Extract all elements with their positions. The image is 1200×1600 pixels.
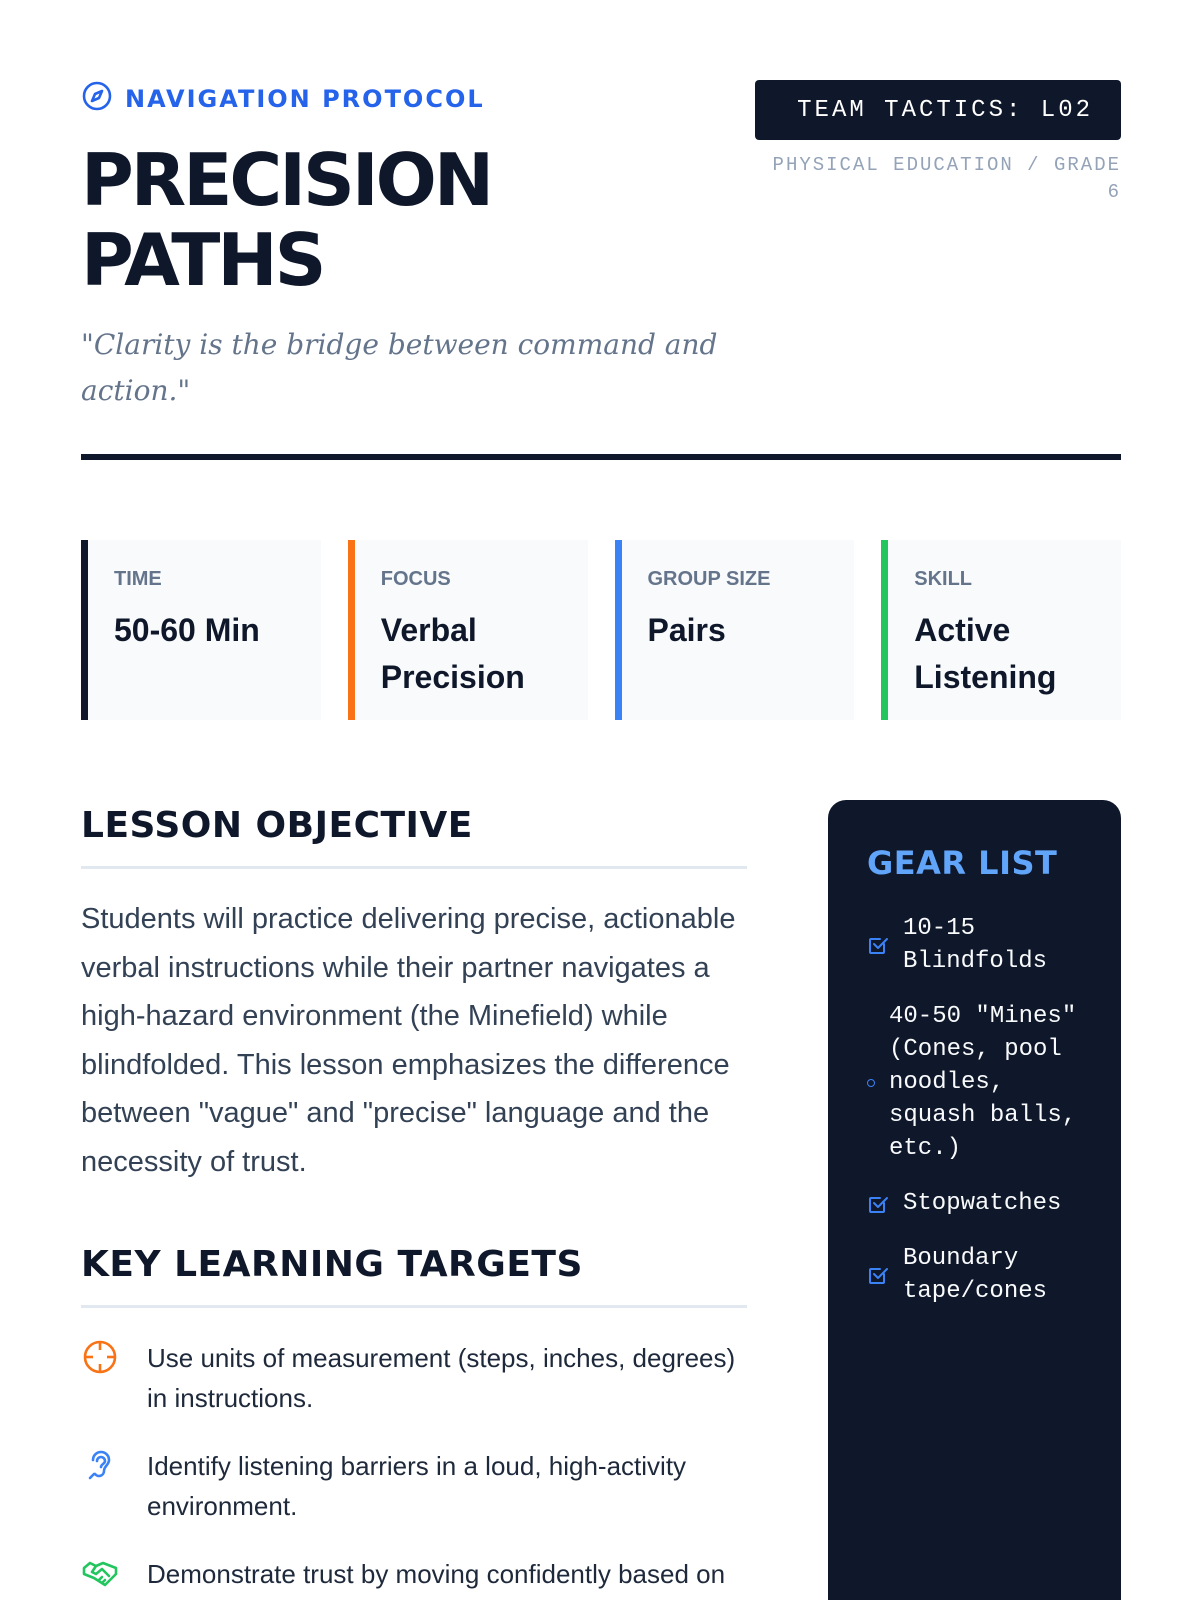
gear-list bbox=[867, 912, 1093, 1308]
compass-icon bbox=[81, 80, 113, 118]
gear-list-heading: GEAR LIST bbox=[867, 844, 1058, 882]
kicker-text: NAVIGATION PROTOCOL bbox=[125, 85, 485, 113]
stat-value: Active Listening bbox=[914, 612, 1057, 695]
stat-label: SKILL bbox=[914, 568, 973, 590]
targets-list bbox=[81, 1338, 747, 1594]
stat-value: Verbal Precision bbox=[380, 612, 525, 695]
quote: "Clarity is the bridge between command and action." bbox=[81, 328, 718, 407]
stat-value: Pairs bbox=[647, 612, 726, 648]
subject-label: PHYSICAL EDUCATION / GRADE 6 bbox=[772, 154, 1121, 203]
target-text: Demonstrate trust by moving confidently based on bbox=[147, 1559, 726, 1589]
list-item bbox=[867, 1000, 1093, 1165]
stat-card-focus bbox=[348, 540, 588, 720]
gear-item-text: 10-15 Blindfolds bbox=[903, 915, 1048, 975]
header-divider bbox=[81, 454, 1121, 460]
targets-heading: KEY LEARNING TARGETS bbox=[81, 1244, 747, 1308]
gear-item-text: Boundary tape/cones bbox=[903, 1245, 1048, 1305]
list-item bbox=[867, 1242, 1093, 1308]
ear-icon bbox=[81, 1446, 119, 1484]
bullet-icon bbox=[867, 1079, 875, 1087]
page-title: PRECISION PATHS bbox=[81, 138, 492, 302]
lesson-badge: TEAM TACTICS: L02 bbox=[755, 80, 1121, 140]
list-item bbox=[81, 1338, 747, 1418]
checkbox-icon bbox=[867, 934, 889, 956]
header bbox=[81, 80, 1121, 414]
stat-label: FOCUS bbox=[380, 568, 451, 590]
stat-card-skill bbox=[881, 540, 1121, 720]
checkbox-icon bbox=[867, 1193, 889, 1215]
stat-label: GROUP SIZE bbox=[647, 568, 771, 590]
list-item bbox=[81, 1446, 747, 1526]
crosshair-icon bbox=[81, 1338, 119, 1376]
stat-value: 50-60 Min bbox=[114, 612, 260, 648]
gear-item-text: Stopwatches bbox=[903, 1190, 1062, 1217]
list-item bbox=[867, 912, 1093, 978]
stats-row bbox=[81, 540, 1121, 720]
objective-text: Students will practice delivering precise, actionable verbal instructions while their partner navigates a high-hazard environment (the Minefield) while blindfolded. This lesson emphasizes the difference between "vague" and "precise" language and the necessity of trust. bbox=[81, 903, 736, 1178]
list-item bbox=[81, 1554, 747, 1594]
gear-list-panel bbox=[828, 800, 1121, 1600]
gear-item-text: 40-50 "Mines" (Cones, pool noodles, squash balls, etc.) bbox=[889, 1003, 1077, 1162]
objective-heading: LESSON OBJECTIVE bbox=[81, 805, 747, 869]
main-column bbox=[81, 805, 747, 1600]
list-item bbox=[867, 1187, 1093, 1220]
handshake-icon bbox=[81, 1554, 119, 1592]
target-text: Identify listening barriers in a loud, high-activity environment. bbox=[147, 1451, 687, 1521]
stat-card-group-size bbox=[615, 540, 855, 720]
stat-card-time bbox=[81, 540, 321, 720]
target-text: Use units of measurement (steps, inches, degrees) in instructions. bbox=[147, 1343, 736, 1413]
checkbox-icon bbox=[867, 1264, 889, 1286]
stat-label: TIME bbox=[114, 568, 162, 590]
